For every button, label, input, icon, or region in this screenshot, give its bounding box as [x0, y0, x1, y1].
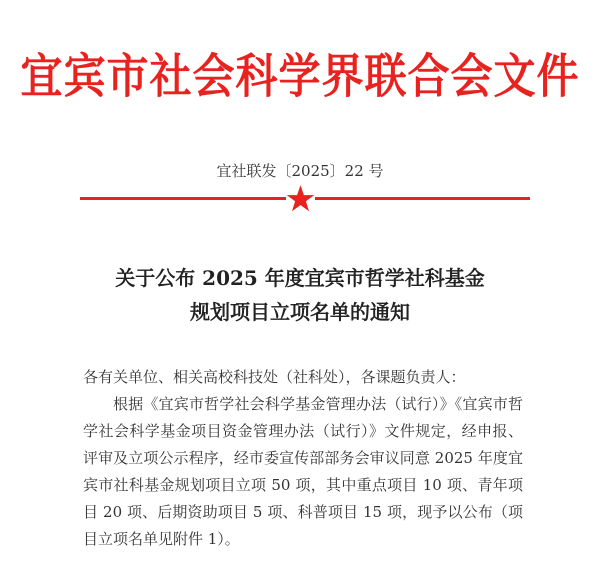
- notice-title-line-2: 规划项目立项名单的通知: [190, 300, 410, 324]
- red-divider-right: [315, 197, 530, 200]
- body-paragraph: 根据《宜宾市哲学社会科学基金管理办法（试行）》《宜宾市哲学社会科学基金项目资金管理办法（试行）》文件规定，经申报、评审及立项公示程序，经市委宣传部部务会审议同意 2025 年度宜宾市社科基金规划项目立项 50 项，其中重点项目 10 项、青年项目 20 项、后期资助项目 5 项、科普项目 15 项，现予以公布（项目立项名单见附件 1）。: [83, 395, 523, 548]
- document-number: 宜社联发〔2025〕22 号: [216, 162, 384, 180]
- notice-title: [0, 261, 600, 329]
- salutation: 各有关单位、相关高校科技处（社科处），各课题负责人：: [83, 368, 466, 386]
- notice-body: [83, 364, 523, 553]
- masthead-title: 宜宾市社会科学界联合会文件: [20, 48, 580, 104]
- red-divider-left: [80, 197, 286, 200]
- notice-title-line-1: 关于公布 2025 年度宜宾市哲学社科基金: [115, 266, 485, 290]
- red-star-icon: [286, 184, 315, 213]
